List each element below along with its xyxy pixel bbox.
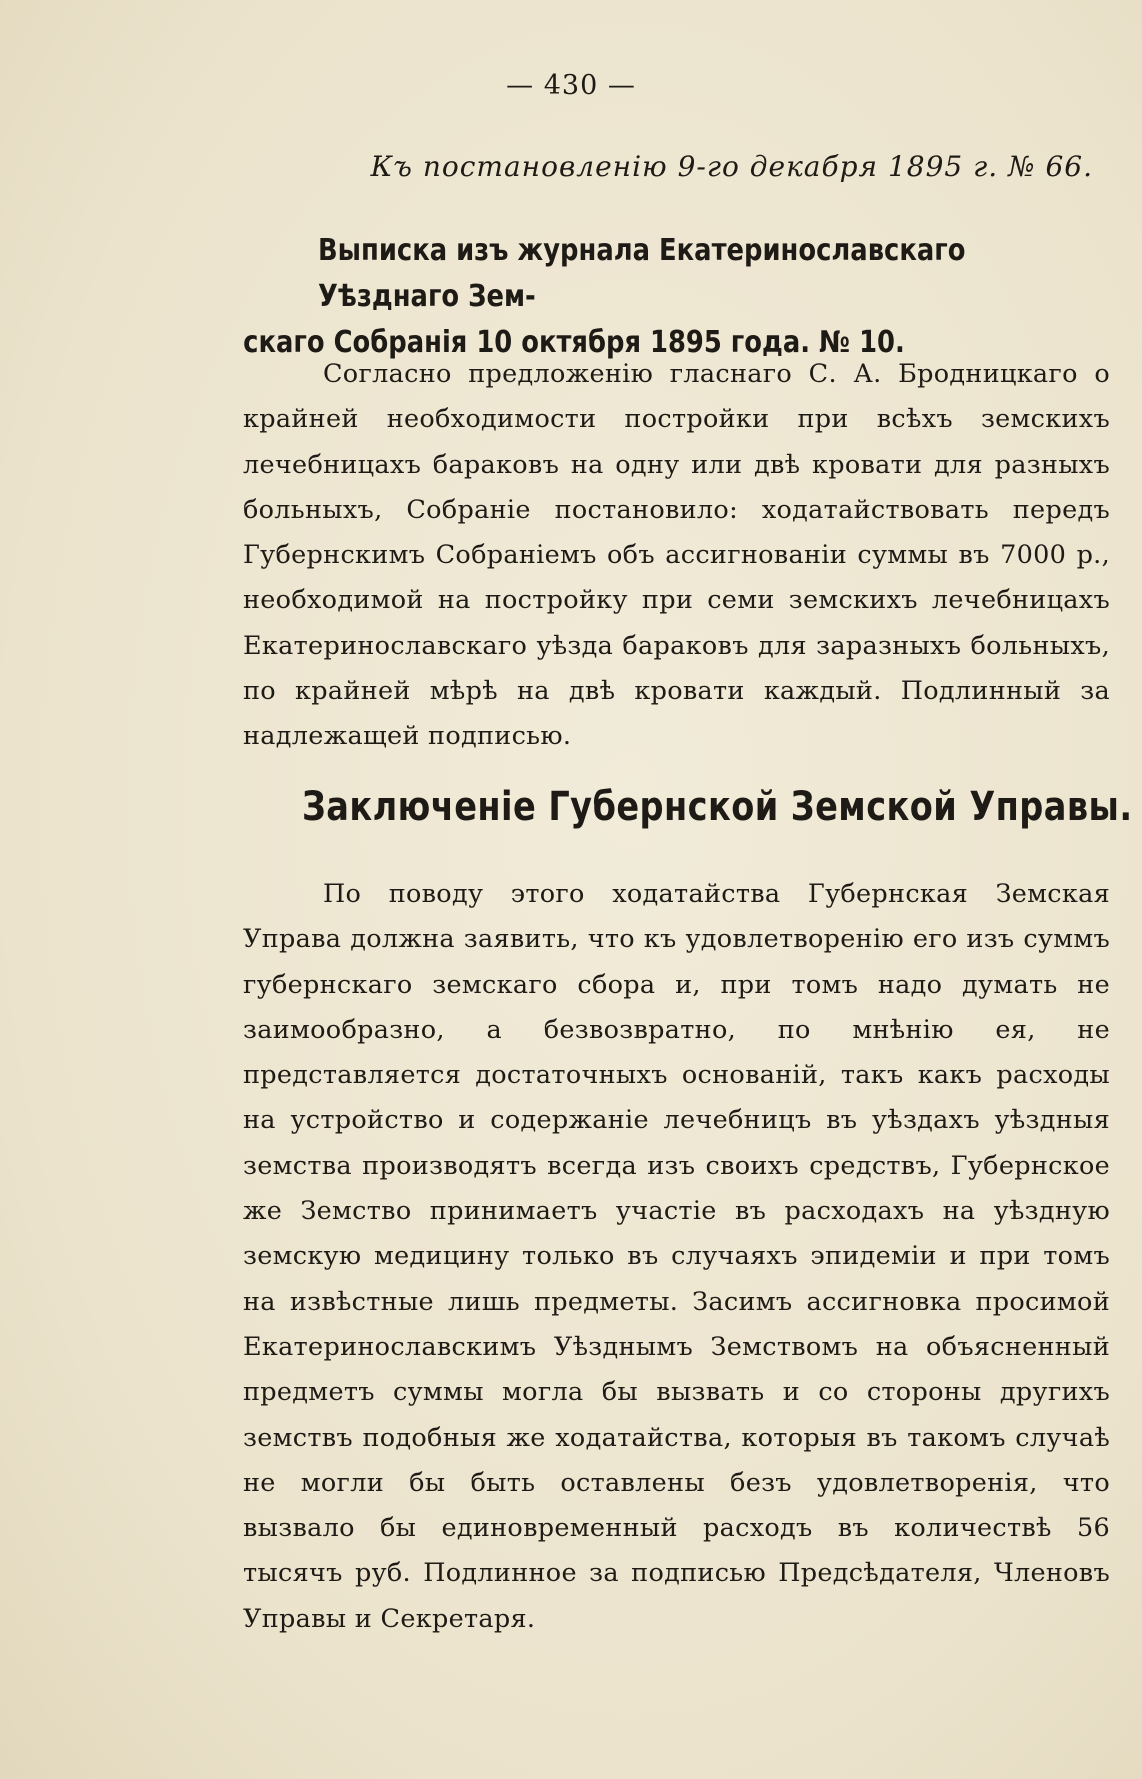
- extract-heading: [243, 228, 1114, 366]
- conclusion-heading: Заключеніе Губернской Земской Управы.: [302, 784, 1133, 830]
- page-number: — 430 —: [506, 70, 636, 101]
- extract-heading-line-2: скаго Собранія 10 октября 1895 года. № 10.: [243, 325, 905, 360]
- resolution-reference: Къ постановленію 9-го декабря 1895 г. № 66.: [370, 150, 1093, 183]
- paragraph-board-conclusion: По поводу этого ходатайства Губернская Земская Управа должна заявить, что къ удовлетворенію его изъ суммъ губернскаго земскаго сбора и, при томъ надо думать не заимообразно, а безвозвратно, по мнѣнію ея, не представляется достаточныхъ основаній, такъ какъ расходы на устройство и содержаніе лечебницъ въ уѣздахъ уѣздныя земства производятъ всегда изъ своихъ средствъ, Губернское же Земство принимаетъ участіе въ расходахъ на уѣздную земскую медицину только въ случаяхъ эпидеміи и при томъ на извѣстные лишь предметы. Засимъ ассигновка просимой Екатеринославскимъ Уѣзднымъ Земствомъ на объясненный предметъ суммы могла бы вызвать и со стороны другихъ земствъ подобныя же ходатайства, которыя въ такомъ случаѣ не могли бы быть оставлены безъ удовлетворенія, что вызвало бы единовременный расходъ въ количествѣ 56 тысячъ руб. Подлинное за подписью Предсѣдателя, Членовъ Управы и Секретаря.: [243, 879, 1110, 1634]
- extract-heading-line-1: Выписка изъ журнала Екатеринославскаго Уѣзднаго Зем-: [318, 233, 966, 314]
- paragraph-assembly-extract: Согласно предложенію гласнаго С. А. Бродницкаго о крайней необходимости постройки при всѣхъ земскихъ лечебницахъ бараковъ на одну или двѣ кровати для разныхъ больныхъ, Собраніе постановило: ходатайствовать передъ Губернскимъ Собраніемъ объ ассигнованіи суммы въ 7000 р., необходимой на постройку при семи земскихъ лечебницахъ Екатеринославскаго уѣзда бараковъ для заразныхъ больныхъ, по крайней мѣрѣ на двѣ кровати каждый. Подлинный за надлежащей подписью.: [243, 359, 1110, 752]
